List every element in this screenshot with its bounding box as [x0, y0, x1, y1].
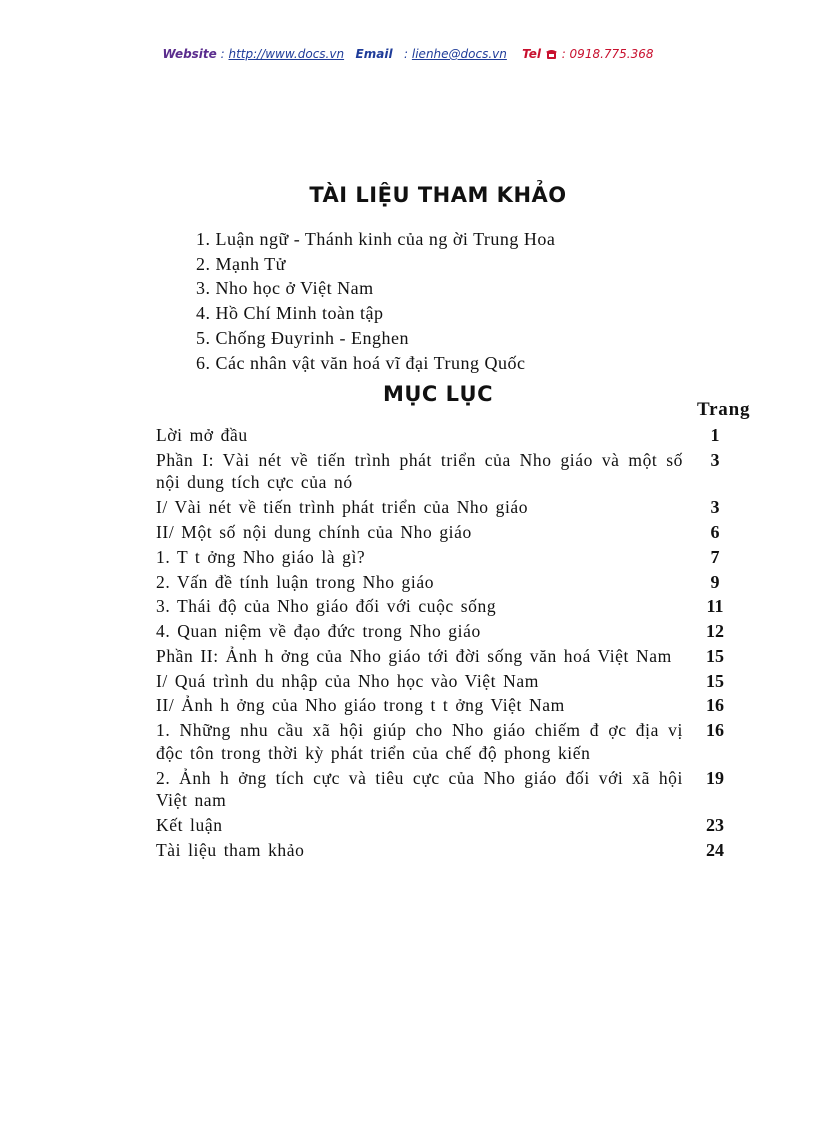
toc-entry-page: 1: [710, 425, 720, 445]
table-of-contents: [156, 424, 746, 864]
toc-entry-text: II/ Một số nội dung chính của Nho giáo: [156, 521, 472, 542]
references-title: TÀI LIỆU THAM KHẢO: [309, 183, 567, 207]
email-link[interactable]: lienhe@docs.vn: [411, 47, 507, 61]
references-list: [196, 227, 555, 375]
website-label: Website: [162, 47, 217, 61]
page-header: Website : http://www.docs.vn Email : lienhe@docs.vn Tel : 0918.775.368: [162, 47, 654, 61]
toc-entry-text: Phần II: Ảnh h ởng của Nho giáo tới đời sống văn hoá Việt Nam: [156, 645, 672, 666]
toc-entry-text: Phần I: Vài nét về tiến trình phát triển của Nho giáo và một số nội dung tích cực của nó: [156, 449, 683, 493]
tel-label: Tel: [522, 47, 542, 61]
toc-entry: [156, 620, 746, 643]
toc-entry-text: 2. Ảnh h ởng tích cực và tiêu cực của Nho giáo đối với xã hội Việt nam: [156, 767, 683, 811]
toc-entry-text: Kết luận: [156, 814, 223, 835]
reference-item: 5. Chống Đuyrinh - Enghen: [196, 327, 409, 348]
toc-entry-page: 3: [710, 449, 720, 470]
toc-entry: [156, 767, 746, 812]
toc-entry-page: 16: [706, 720, 724, 741]
reference-item: 4. Hồ Chí Minh toàn tập: [196, 303, 384, 324]
toc-entry-page: 24: [706, 839, 724, 860]
toc-entry: [156, 670, 746, 693]
toc-entry: [156, 595, 746, 618]
toc-entry-text: I/ Quá trình du nhập của Nho học vào Việt Nam: [156, 670, 539, 691]
toc-entry-text: 2. Vấn đề tính luận trong Nho giáo: [156, 571, 435, 592]
reference-item: 3. Nho học ở Việt Nam: [196, 278, 374, 299]
toc-entry-text: 1. Những nhu cầu xã hội giúp cho Nho giáo chiếm đ ợc địa vị độc tôn trong thời kỳ phát triển của chế độ phong kiến: [156, 720, 683, 763]
toc-entry-page: 7: [710, 546, 720, 567]
toc-entry-page: 15: [706, 670, 724, 691]
toc-entry-page: 6: [710, 521, 720, 542]
website-link[interactable]: http://www.docs.vn: [228, 47, 345, 61]
toc-entry-text: II/ Ảnh h ởng của Nho giáo trong t t ởng Việt Nam: [156, 695, 565, 716]
toc-entry-text: Lời mở đầu: [156, 425, 248, 445]
toc-entry-page: 23: [706, 814, 724, 835]
toc-entry-text: 3. Thái độ của Nho giáo đối với cuộc sống: [156, 596, 497, 617]
toc-entry-text: 4. Quan niệm về đạo đức trong Nho giáo: [156, 621, 481, 642]
telephone-icon: [546, 49, 557, 59]
toc-entry: [156, 424, 746, 447]
email-label: Email: [355, 47, 393, 61]
toc-title: MỤC LỤC: [382, 382, 494, 406]
toc-entry-page: 16: [706, 695, 724, 716]
toc-entry-page: 9: [710, 571, 720, 592]
reference-item: 6. Các nhân vật văn hoá vĩ đại Trung Quốc: [196, 352, 526, 373]
toc-entry-page: 19: [706, 767, 724, 788]
toc-entry-text: 1. T t ởng Nho giáo là gì?: [156, 546, 366, 567]
toc-page-header: Trang: [697, 399, 751, 420]
toc-entry: [156, 521, 746, 544]
toc-entry-page: 15: [706, 645, 724, 666]
toc-entry: [156, 694, 746, 717]
toc-entry: [156, 449, 746, 494]
toc-entry: [156, 496, 746, 519]
toc-entry: [156, 546, 746, 569]
toc-entry-page: 12: [706, 621, 724, 642]
reference-item: 1. Luận ngữ - Thánh kinh của ng ời Trung Hoa: [196, 229, 556, 249]
toc-entry-page: 11: [706, 596, 724, 617]
toc-entry-text: I/ Vài nét về tiến trình phát triển của Nho giáo: [156, 497, 529, 518]
tel-number: : 0918.775.368: [561, 47, 654, 61]
toc-entry: [156, 719, 746, 764]
toc-entry-text: Tài liệu tham khảo: [156, 839, 305, 860]
toc-entry: [156, 839, 746, 862]
toc-entry: [156, 571, 746, 594]
toc-entry: [156, 814, 746, 837]
toc-entry: [156, 645, 746, 668]
reference-item: 2. Mạnh Tử: [196, 253, 286, 274]
toc-entry-page: 3: [710, 497, 720, 518]
